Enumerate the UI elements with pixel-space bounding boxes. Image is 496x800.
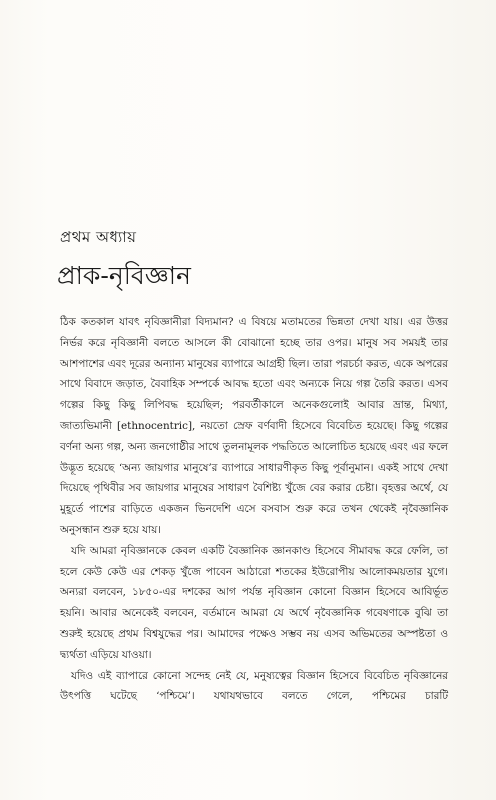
paragraph-1: ঠিক কতকাল যাবৎ নৃবিজ্ঞানীরা বিদ্যমান? এ বিষয়ে মতামতের ভিন্নতা দেখা যায়। এর উত্তর নির্ভর করে নৃবিজ্ঞানী বলতে আসলে কী বোঝানো হচ্ছে তার ওপর। মানুষ সব সময়ই তার আশপাশের এবং দূরের অন্যান্য মানুষের ব্যাপারে আগ্রহী ছিল। তারা পরচর্চা করত, একে অপরের সাথে বিবাদে জড়াত, বৈবাহিক সম্পর্কে আবদ্ধ হতো এবং অন্যকে নিয়ে গল্প তৈরি করত। এসব গল্পের কিছু কিছু লিপিবদ্ধ হয়েছিল; পরবর্তীকালে অনেকগুলোই আবার ভ্রান্ত, মিথ্যা, জাত্যভিমানী [ethnocentric], নয়তো স্রেফ বর্ণবাদী হিসেবে বিবেচিত হয়েছে। কিছু গল্পের বর্ণনা অন্য গল্প, অন্য জনগোষ্ঠীর সাথে তুলনামূলক পদ্ধতিতে আলোচিত হয়েছে এবং এর ফলে উদ্ভূত হয়েছে ‘অন্য জায়গার মানুষে’র ব্যাপারে সাধারণীকৃত কিছু পূর্বানুমান। একই সাথে দেখা দিয়েছে পৃথিবীর সব জায়গার মানুষের সাধারণ বৈশিষ্ট্য খুঁজে বের করার চেষ্টা। বৃহত্তর অর্থে, যে মুহূর্তে পাশের বাড়িতে একজন ভিনদেশি এসে বসবাস শুরু করে তখন থেকেই নৃবৈজ্ঞানিক অনুসন্ধান শুরু হয়ে যায়। [60, 316, 448, 536]
chapter-label: প্রথম অধ্যায় [60, 228, 137, 246]
chapter-title: প্রাক-নৃবিজ্ঞান [57, 261, 191, 290]
paragraph-3: যদিও এই ব্যাপারে কোনো সন্দেহ নেই যে, মনুষ্যত্বের বিজ্ঞান হিসেবে বিবেচিত নৃবিজ্ঞানের উৎপত্তি ঘটেছে ‘পশ্চিমে’। যথাযথভাবে বলতে গেলে, পশ্চিমের চারটি [60, 669, 448, 703]
body-text [60, 312, 448, 707]
paragraph-2: যদি আমরা নৃবিজ্ঞানকে কেবল একটি বৈজ্ঞানিক জ্ঞানকাণ্ড হিসেবে সীমাবদ্ধ করে ফেলি, তা হলে কেউ কেউ এর শেকড় খুঁজে পাবেন আঠারো শতকের ইউরোপীয় আলোকময়তার যুগে। অন্যরা বলবেন, ১৮৫০-এর দশকের আগ পর্যন্ত নৃবিজ্ঞান কোনো বিজ্ঞান হিসেবে আবির্ভূত হয়নি। আবার অনেকেই বলবেন, বর্তমানে আমরা যে অর্থে নৃবৈজ্ঞানিক গবেষণাকে বুঝি তা শুরুই হয়েছে প্রথম বিশ্বযুদ্ধের পর। আমাদের পক্ষেও সম্ভব নয় এসব অভিমতের অস্পষ্টতা ও দ্ব্যর্থতা এড়িয়ে যাওয়া। [60, 544, 448, 661]
